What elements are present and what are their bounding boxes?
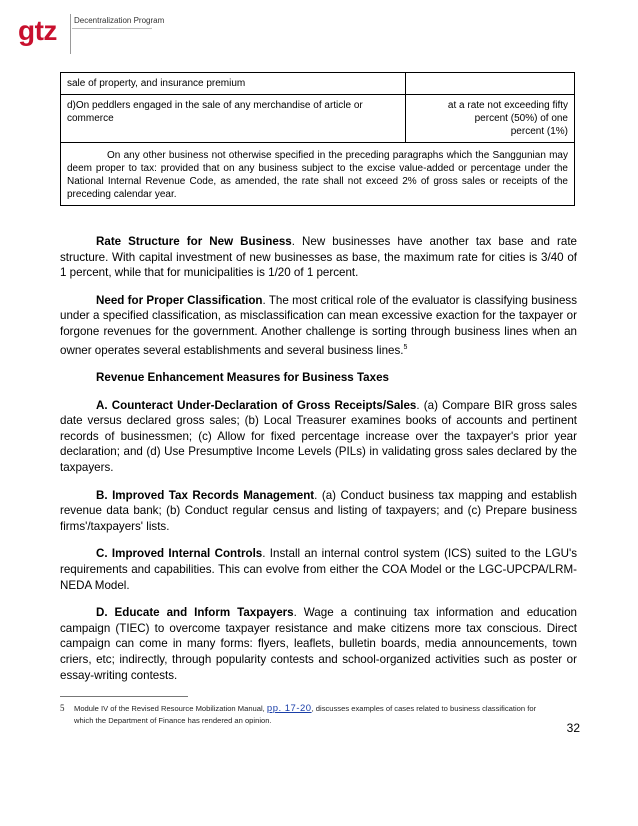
- footnote-number: 5: [60, 703, 65, 713]
- other-business-text: On any other business not otherwise specified in the preceding paragraphs which the Sanggunian may deem proper to tax: provided that on any business subject to the excise value-added or percentage under the National Internal Revenue Code, as amended, the rate shall not exceed 2% of gross sales or receipts of the preceding calendar year.: [67, 150, 568, 200]
- paragraph-title: C. Improved Internal Controls: [96, 547, 263, 561]
- footnote-rule: [60, 696, 188, 697]
- paragraph-measure-c: [60, 546, 577, 593]
- paragraph-measure-d: [60, 605, 577, 683]
- page-body: [60, 234, 577, 695]
- rate-line: percent (1%): [510, 126, 568, 137]
- paragraph-measure-b: [60, 488, 577, 535]
- paragraph-classification: [60, 293, 577, 358]
- paragraph-text: . Wage a continuing tax information and education campaign (TIEC) to overcome taxpayer resistance and make citizens more tax conscious. Direct campaign can come in many forms: flyers, leaflets, bulletin boards, media announcements, town criers, etc; indirectly, through popularity contests and school-organized activities such as poster or essay-writing contests.: [60, 606, 577, 682]
- paragraph-text: . Install an internal control system (ICS) suited to the LGU's requirements and capabilities. This can evolve from either the COA Model or the LGC-UPCPA/LRM-NEDA Model.: [60, 547, 577, 592]
- footnote-link[interactable]: pp. 17-20: [266, 703, 312, 714]
- paragraph-title: Need for Proper Classification: [96, 293, 263, 307]
- paragraph-title: B. Improved Tax Records Management: [96, 488, 315, 502]
- footnote-text: , discusses examples of cases related to business classification for: [311, 704, 537, 713]
- footnote-line: [60, 702, 580, 715]
- footnote: [60, 702, 580, 727]
- paragraph-text: . The most critical role of the evaluator is classifying business under a specified classification, as misclassification can mean excessive exaction for the taxpayer or forgone revenues for the government. Another challenge is sorting through business lines when an owner operates several establishments and several business lines.: [60, 293, 577, 357]
- paragraph-title: A. Counteract Under-Declaration of Gross Receipts/Sales: [96, 398, 417, 412]
- paragraph-text: . (a) Conduct business tax mapping and establish revenue data bank; (b) Conduct regular census and listing of taxpayers; and (c) Prepare business firms'/taxpayers' lists.: [60, 488, 577, 533]
- paragraph-rate-structure: [60, 234, 577, 281]
- rate-line: at a rate not exceeding fifty: [447, 100, 568, 111]
- program-name: Decentralization Program: [74, 16, 165, 25]
- table-cell-rate: [406, 95, 575, 143]
- logo-divider: [70, 14, 71, 54]
- paragraph-text: . New businesses have another tax base and rate structure. With capital investment of new businesses as base, the maximum rate for cities is 3/40 of 1 percent, while that for municipalities is 1/20 of 1 percent.: [60, 235, 577, 280]
- tax-rate-table: [60, 72, 575, 206]
- rate-line: percent (50%) of one: [474, 113, 568, 124]
- gtz-logo: gtz: [18, 15, 57, 46]
- section-heading: Revenue Enhancement Measures for Business Taxes: [96, 371, 389, 385]
- table-cell: d)On peddlers engaged in the sale of any merchandise of article or commerce: [61, 95, 406, 143]
- paragraph-title: Rate Structure for New Business: [96, 235, 292, 248]
- paragraph-measure-a: [60, 398, 577, 476]
- paragraph-text: . (a) Compare BIR gross sales date versus declared gross sales; (b) Local Treasurer examines books of accounts and pertinent records of businessmen; (c) Allow for fixed percentage increase over the taxpayer's prior year declaration; and (d) Use Presumptive Income Levels (PILs) in validating gross sales declared by the taxpayers.: [60, 398, 577, 474]
- footnote-line: which the Department of Finance has rendered an opinion.: [74, 716, 272, 725]
- table-row: [61, 73, 575, 95]
- footnote-ref: 5: [403, 343, 408, 351]
- table-cell: sale of property, and insurance premium: [61, 73, 406, 95]
- table-row: [61, 95, 575, 143]
- footnote-text: Module IV of the Revised Resource Mobilization Manual,: [74, 704, 267, 713]
- program-rule: [72, 28, 152, 29]
- table-row: [61, 143, 575, 206]
- page-number: 32: [566, 721, 580, 735]
- paragraph-title: D. Educate and Inform Taxpayers: [96, 606, 294, 620]
- table-cell-full: [61, 143, 575, 206]
- table-cell: [406, 73, 575, 95]
